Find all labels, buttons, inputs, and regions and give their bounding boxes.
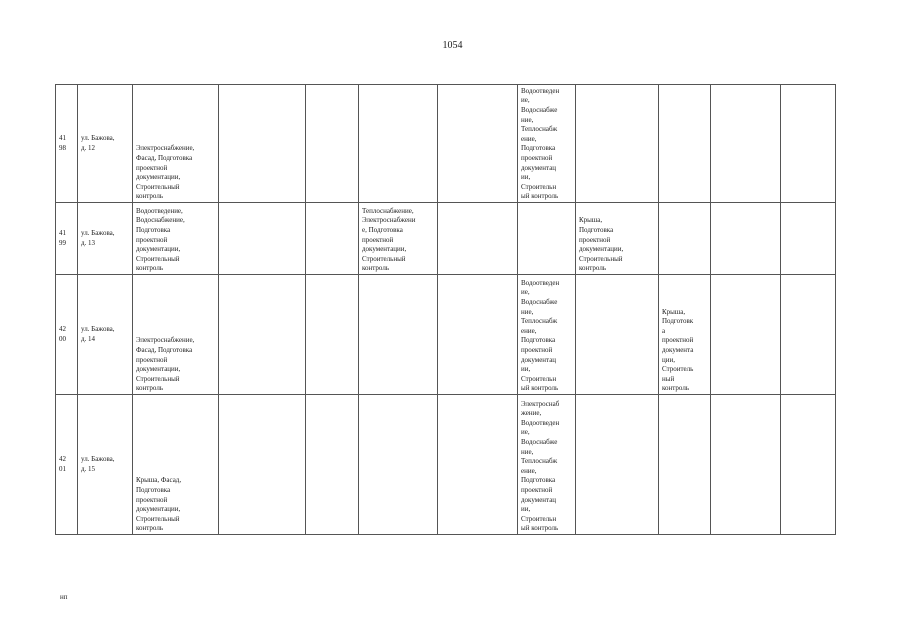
row-number: 42 01 (56, 395, 78, 535)
row-number: 42 00 (56, 275, 78, 395)
work-cell (518, 203, 576, 275)
empty-cell (781, 203, 836, 275)
work-cell: Теплоснабжение, Электроснабжени е, Подготовка проектной документации, Строительный контроль (359, 203, 438, 275)
work-cell (576, 395, 659, 535)
empty-cell (711, 203, 781, 275)
empty-cell (781, 275, 836, 395)
empty-cell (438, 85, 518, 203)
page-number: 1054 (442, 40, 463, 51)
empty-cell (219, 203, 306, 275)
address-cell: ул. Бажова, д. 12 (78, 85, 133, 203)
address-cell: ул. Бажова, д. 15 (78, 395, 133, 535)
table-row (56, 395, 836, 535)
empty-cell (438, 275, 518, 395)
work-cell (359, 85, 438, 203)
footer-mark: нп (60, 593, 68, 601)
work-cell (659, 395, 711, 535)
work-cell: Электроснабжение, Фасад, Подготовка проектной документации, Строительный контроль (133, 275, 219, 395)
table-row (56, 203, 836, 275)
work-cell: Крыша, Подготовк а проектной документа ции, Строитель ный контроль (659, 275, 711, 395)
empty-cell (711, 395, 781, 535)
work-cell (659, 85, 711, 203)
work-cell: Электроснаб жение, Водоотведен ие, Водоснабже ние, Теплоснабж ение, Подготовка проектной документац ии, Строительн ый контроль (518, 395, 576, 535)
empty-cell (219, 85, 306, 203)
empty-cell (711, 85, 781, 203)
work-cell: Крыша, Фасад, Подготовка проектной документации, Строительный контроль (133, 395, 219, 535)
work-cell: Водоотведение, Водоснабжение, Подготовка проектной документации, Строительный контроль (133, 203, 219, 275)
work-cell: Водоотведен ие, Водоснабже ние, Теплоснабж ение, Подготовка проектной документац ии, Строительн ый контроль (518, 85, 576, 203)
work-cell (576, 85, 659, 203)
work-cell (359, 275, 438, 395)
empty-cell (438, 203, 518, 275)
capital-repair-table (55, 84, 836, 535)
work-cell (576, 275, 659, 395)
empty-cell (306, 203, 359, 275)
work-cell (359, 395, 438, 535)
work-cell: Электроснабжение, Фасад, Подготовка проектной документации, Строительный контроль (133, 85, 219, 203)
work-cell: Крыша, Подготовка проектной документации, Строительный контроль (576, 203, 659, 275)
empty-cell (306, 85, 359, 203)
table-row (56, 275, 836, 395)
empty-cell (306, 275, 359, 395)
row-number: 41 99 (56, 203, 78, 275)
empty-cell (711, 275, 781, 395)
work-cell: Водоотведен ие, Водоснабже ние, Теплоснабж ение, Подготовка проектной документац ии, Строительн ый контроль (518, 275, 576, 395)
work-cell (659, 203, 711, 275)
table-row (56, 85, 836, 203)
empty-cell (306, 395, 359, 535)
empty-cell (219, 275, 306, 395)
empty-cell (219, 395, 306, 535)
address-cell: ул. Бажова, д. 13 (78, 203, 133, 275)
empty-cell (781, 85, 836, 203)
empty-cell (438, 395, 518, 535)
address-cell: ул. Бажова, д. 14 (78, 275, 133, 395)
row-number: 41 98 (56, 85, 78, 203)
empty-cell (781, 395, 836, 535)
